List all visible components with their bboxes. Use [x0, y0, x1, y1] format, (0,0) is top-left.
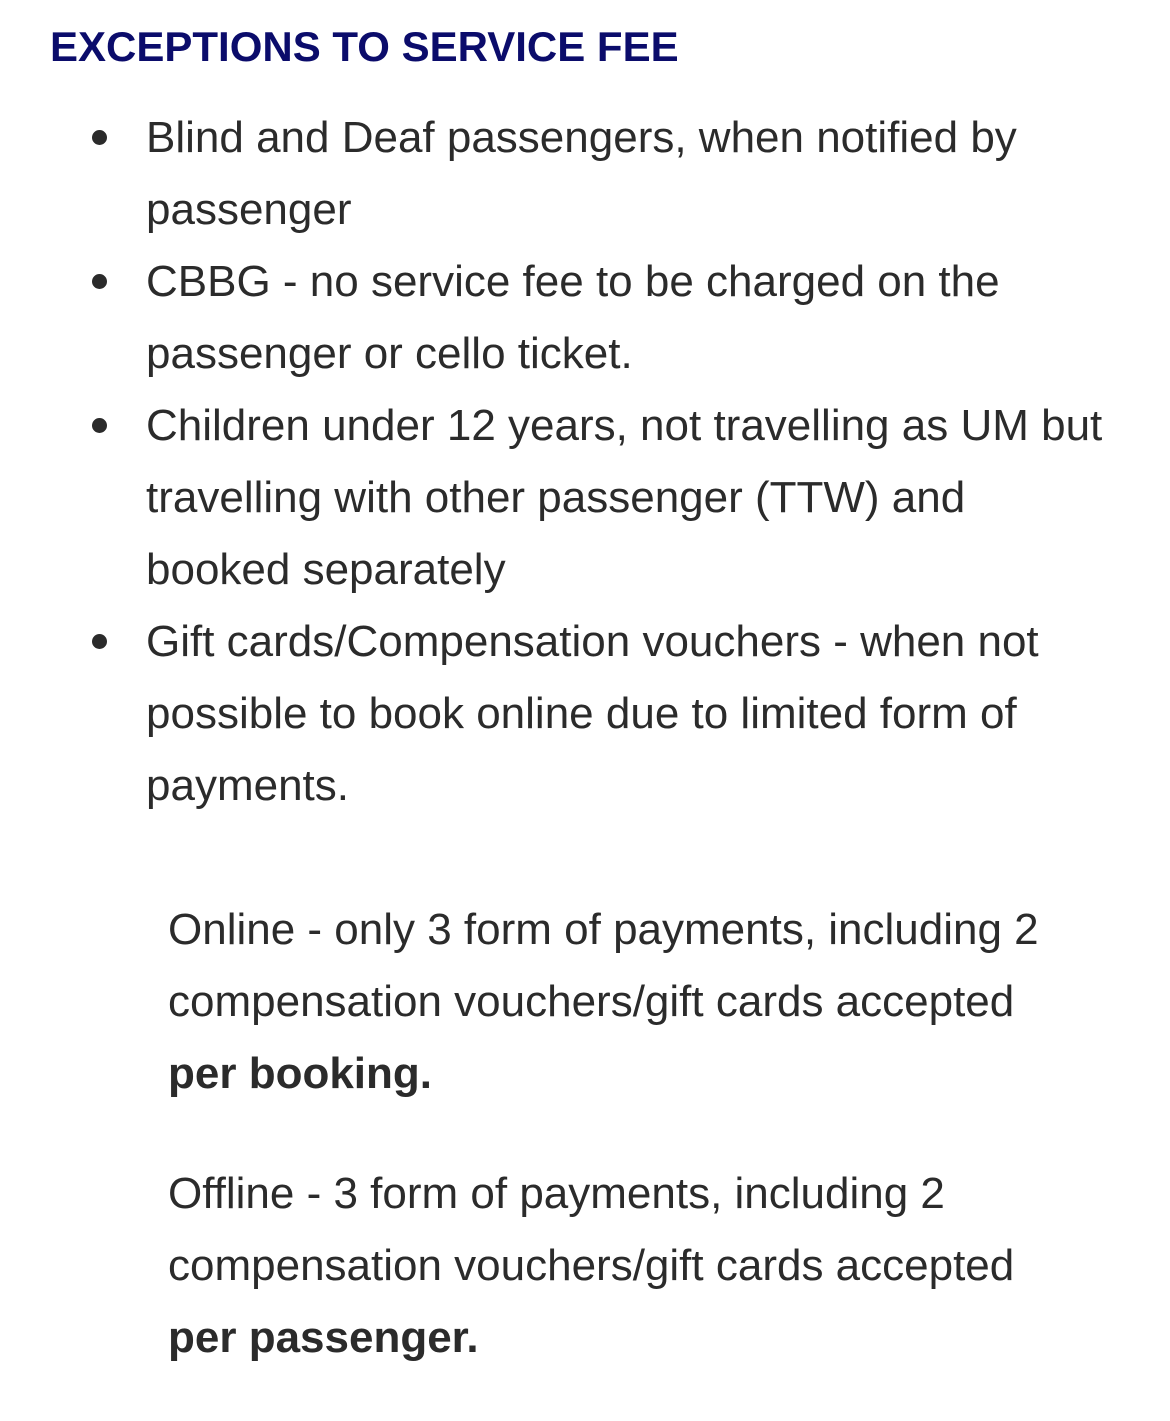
list-item [0, 246, 1120, 390]
section-heading: EXCEPTIONS TO SERVICE FEE [50, 23, 679, 70]
list-item [0, 102, 1120, 246]
online-payment-note [168, 894, 1048, 1110]
bullet-icon [92, 130, 107, 145]
list-item-text: Blind and Deaf passengers, when notified by passenger [146, 113, 1017, 234]
online-note-text: Online - only 3 form of payments, including 2 compensation vouchers/gift cards accepted [168, 905, 1039, 1026]
offline-note-text: Offline - 3 form of payments, including 2 compensation vouchers/gift cards accepted [168, 1169, 1015, 1290]
offline-note-emphasis: per passenger. [168, 1313, 479, 1362]
list-item [0, 390, 1120, 606]
bullet-icon [92, 418, 107, 433]
list-item-text: CBBG - no service fee to be charged on the passenger or cello ticket. [146, 257, 1000, 378]
bullet-icon [92, 274, 107, 289]
list-item-text: Children under 12 years, not travelling as UM but travelling with other passenger (TTW) and booked separately [146, 401, 1103, 594]
offline-payment-note [168, 1158, 1048, 1374]
list-item-text: Gift cards/Compensation vouchers - when not possible to book online due to limited form of payments. [146, 617, 1039, 810]
online-note-emphasis: per booking. [168, 1049, 432, 1098]
list-item [0, 606, 1120, 822]
exceptions-list [0, 102, 1120, 822]
bullet-icon [92, 634, 107, 649]
